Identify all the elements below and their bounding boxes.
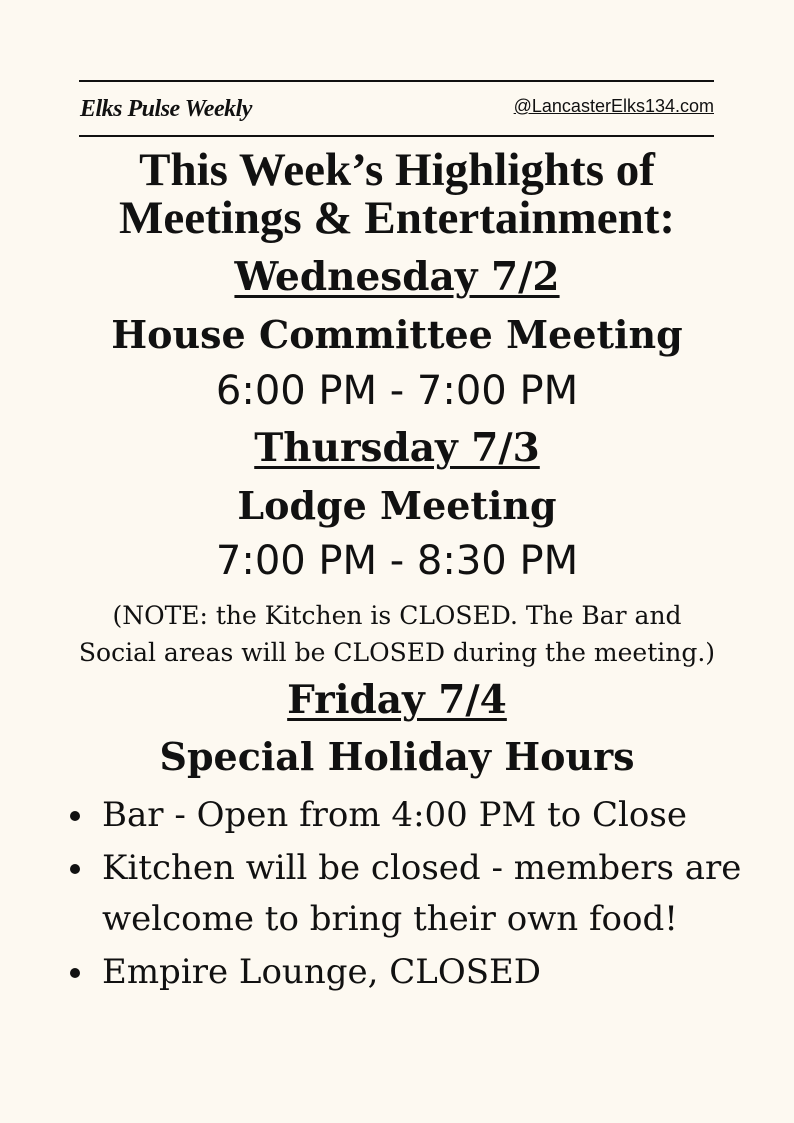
list-item (70, 947, 770, 998)
list-item-text: Empire Lounge, CLOSED (102, 952, 542, 992)
headline-line-2: Meetings & Entertainment: (118, 192, 676, 244)
headline-line-1: This Week’s Highlights of (139, 144, 655, 196)
holiday-hours-list (70, 790, 770, 1000)
thursday-note-line-2: Social areas will be CLOSED during the meeting.) (78, 638, 716, 667)
top-rule (79, 80, 714, 82)
thursday-note (0, 597, 794, 671)
list-item-text: Bar - Open from 4:00 PM to Close (102, 795, 687, 835)
list-item (70, 790, 770, 841)
friday-day-heading: Friday 7/4 (287, 677, 507, 723)
thursday-event-title: Lodge Meeting (237, 483, 557, 528)
masthead-logo: Elks Pulse Weekly (80, 96, 252, 122)
website-link[interactable]: @LancasterElks134.com (513, 96, 714, 116)
headline (0, 146, 794, 242)
thursday-note-line-1: (NOTE: the Kitchen is CLOSED. The Bar and (112, 601, 682, 630)
list-item-text: Kitchen will be closed - members are welcome to bring their own food! (102, 848, 742, 939)
bottom-rule (79, 135, 714, 137)
friday-event-title: Special Holiday Hours (159, 734, 635, 779)
bullet-icon (70, 811, 80, 821)
wednesday-day-heading: Wednesday 7/2 (234, 254, 560, 300)
wednesday-event-time: 6:00 PM - 7:00 PM (215, 368, 579, 414)
thursday-day-heading: Thursday 7/3 (254, 425, 540, 471)
wednesday-event-title: House Committee Meeting (111, 312, 683, 357)
thursday-event-time: 7:00 PM - 8:30 PM (215, 538, 579, 584)
list-item (70, 843, 770, 945)
bullet-icon (70, 864, 80, 874)
bullet-icon (70, 968, 80, 978)
